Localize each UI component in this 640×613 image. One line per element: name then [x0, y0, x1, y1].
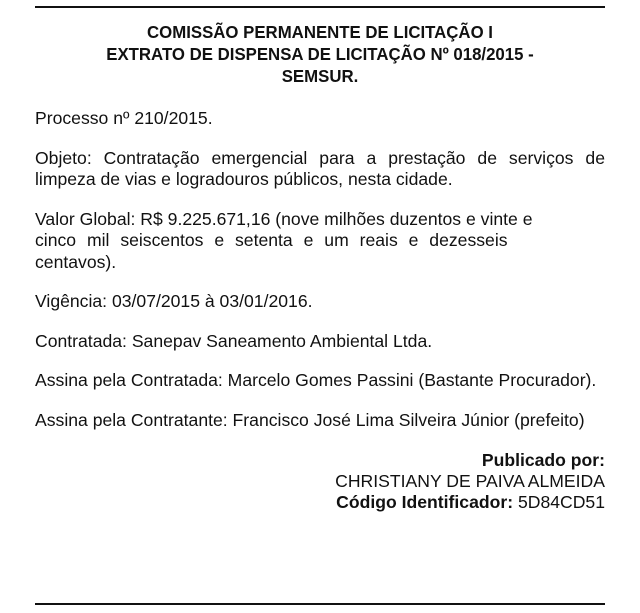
valor-global-field: [35, 209, 605, 274]
processo-field: Processo nº 210/2015.: [35, 108, 213, 128]
top-rule: [35, 6, 605, 8]
document-title: [46, 21, 593, 87]
assina-contratada-field: Assina pela Contratada: Marcelo Gomes Passini (Bastante Procurador).: [35, 370, 597, 390]
objeto-field: Objeto: Contratação emergencial para a prestação de serviços de limpeza de vias e logradouros públicos, nesta cidade.: [35, 147, 605, 189]
document-body: [35, 108, 605, 431]
publisher-name: CHRISTIANY DE PAIVA ALMEIDA: [335, 471, 605, 491]
valor-line-3: centavos).: [35, 251, 117, 272]
title-line-3: SEMSUR.: [281, 66, 359, 86]
vigencia-field: Vigência: 03/07/2015 à 03/01/2016.: [35, 291, 313, 311]
document: [35, 21, 605, 513]
code-value: 5D84CD51: [517, 492, 605, 512]
published-label: Publicado por:: [481, 450, 605, 470]
contratada-field: Contratada: Sanepav Saneamento Ambiental Ltda.: [35, 330, 433, 351]
code-label: Código Identificador:: [336, 492, 514, 512]
assina-contratante-field: Assina pela Contratante: Francisco José Lima Silveira Júnior (prefeito): [35, 409, 585, 430]
valor-line-2: cinco mil seiscentos e setenta e um reais e dezesseis: [35, 230, 508, 250]
code-row: [35, 492, 605, 513]
title-line-1: COMISSÃO PERMANENTE DE LICITAÇÃO I: [147, 22, 493, 42]
bottom-rule: [35, 603, 605, 605]
title-line-2: EXTRATO DE DISPENSA DE LICITAÇÃO Nº 018/2015 -: [106, 44, 534, 64]
valor-line-1: Valor Global: R$ 9.225.671,16 (nove milhões duzentos e vinte e: [35, 208, 533, 229]
signature-block: [35, 450, 605, 513]
